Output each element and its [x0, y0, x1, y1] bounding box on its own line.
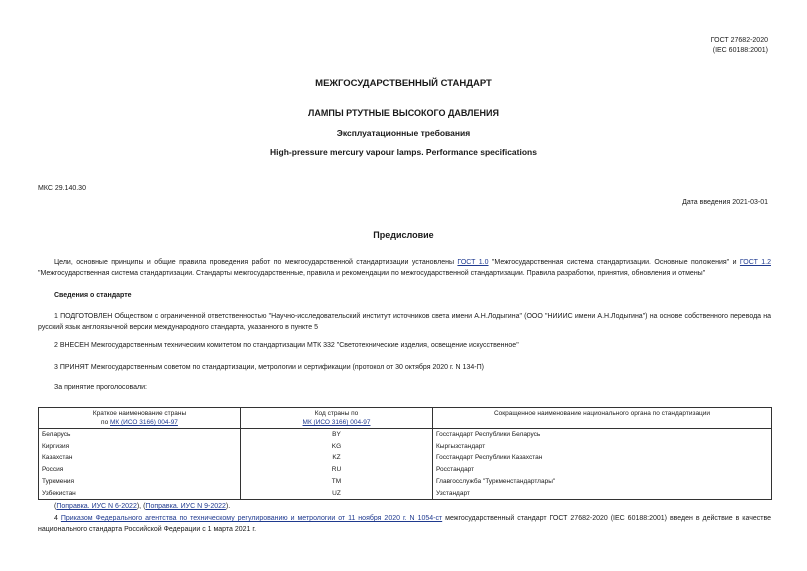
column-header-code: Код страны по МК (ИСО 3166) 004-97 — [241, 408, 433, 429]
table-row — [39, 476, 772, 488]
standards-body: Узстандарт — [433, 488, 772, 500]
effective-date: Дата введения 2021-03-01 — [682, 199, 768, 206]
standard-type: МЕЖГОСУДАРСТВЕННЫЙ СТАНДАРТ — [315, 78, 492, 89]
country-code: KG — [241, 441, 433, 453]
standard-subtitle: Эксплуатационные требования — [336, 128, 471, 138]
country-code: UZ — [241, 488, 433, 500]
standards-body: Кыргызстандарт — [433, 441, 772, 453]
item-2-submitted: 2 ВНЕСЕН Межгосударственным техническим комитетом по стандартизации МТК 332 "Светотехнические изделия, освещение искусственное" — [54, 342, 519, 349]
voting-table — [38, 407, 772, 500]
country-name: Россия — [39, 464, 241, 476]
doc-number: ГОСТ 27682-2020 — [710, 37, 768, 44]
amendment-6-2022-link[interactable]: Поправка. ИУС N 6-2022 — [56, 503, 137, 510]
table-row — [39, 488, 772, 500]
mks-code: МКС 29.140.30 — [38, 185, 86, 192]
country-name: Казахстан — [39, 452, 241, 464]
mk-iso-3166-link[interactable]: МК (ИСО 3166) 004-97 — [302, 419, 371, 426]
gost-1-2-link[interactable]: ГОСТ 1.2 — [739, 259, 771, 266]
country-name: Киргизия — [39, 441, 241, 453]
country-code: RU — [241, 464, 433, 476]
country-name: Узбекистан — [39, 488, 241, 500]
standards-body: Росстандарт — [433, 464, 772, 476]
foreword-paragraph — [38, 258, 771, 279]
standards-body: Главгосслужба "Туркменстандартлары" — [433, 476, 772, 488]
table-row — [39, 452, 772, 464]
column-header-country: Краткое наименование страны по МК (ИСО 3166) 004-97 — [39, 408, 241, 429]
voted-label: За принятие проголосовали: — [54, 384, 147, 391]
mk-iso-3166-link[interactable]: МК (ИСО 3166) 004-97 — [110, 419, 178, 426]
foreword-heading: Предисловие — [373, 230, 434, 240]
standard-title: ЛАМПЫ РТУТНЫЕ ВЫСОКОГО ДАВЛЕНИЯ — [308, 108, 499, 118]
amendment-9-2022-link[interactable]: Поправка. ИУС N 9-2022 — [145, 503, 226, 510]
table-row — [39, 429, 772, 441]
standards-body: Госстандарт Республики Казахстан — [433, 452, 772, 464]
table-row — [39, 441, 772, 453]
standard-english-title: High-pressure mercury vapour lamps. Performance specifications — [270, 147, 537, 157]
gost-1-0-link[interactable]: ГОСТ 1.0 — [457, 259, 489, 266]
item-1-prepared: 1 ПОДГОТОВЛЕН Обществом с ограниченной ответственностью "Научно-исследовательский институт источников света имени А.Н.Лодыгина" (ООО "НИИИС имени А.Н.Лодыгина") на основе собственного перевода на русский язык англоязычной версии международного стандарта, указанного в пункте 5 — [38, 313, 771, 331]
table-header-row — [39, 408, 772, 429]
column-header-body: Сокращенное наименование национального органа по стандартизации — [433, 408, 772, 429]
country-name: Беларусь — [39, 429, 241, 441]
country-name: Туркмения — [39, 476, 241, 488]
item-3-adopted: 3 ПРИНЯТ Межгосударственным советом по стандартизации, метрологии и сертификации (протокол от 30 октября 2020 г. N 134-П) — [54, 364, 484, 371]
country-code: KZ — [241, 452, 433, 464]
standard-info-heading: Сведения о стандарте — [54, 292, 132, 299]
amendments-line: (Поправка. ИУС N 6-2022), (Поправка. ИУС N 9-2022). — [54, 503, 231, 510]
rosstandart-order-link[interactable]: Приказом Федерального агентства по техническому регулированию и метрологии от 11 ноября 2020 г. N 1054-ст — [60, 515, 443, 522]
document-header — [711, 36, 768, 56]
item-4-enacted: 4 Приказом Федерального агентства по техническому регулированию и метрологии от 11 ноября 2020 г. N 1054-ст межгосударственный стандарт ГОСТ 27682-2020 (IEC 60188:2001) введен в действие в качестве национального стандарта Российской Федерации с 1 марта 2021 г. — [38, 515, 772, 533]
table-row — [39, 464, 772, 476]
foreword-text-mid: "Межгосударственная система стандартизации. Основные положения" и — [488, 259, 740, 266]
foreword-text-start: Цели, основные принципы и общие правила проведения работ по межгосударственной стандартизации установлены — [54, 259, 458, 266]
standards-body: Госстандарт Республики Беларусь — [433, 429, 772, 441]
iec-number: (IEC 60188:2001) — [712, 47, 768, 54]
country-code: TM — [241, 476, 433, 488]
country-code: BY — [241, 429, 433, 441]
foreword-text-end: "Межгосударственная система стандартизации. Стандарты межгосударственные, правила и рекомендации по межгосударственной стандартизации. Правила разработки, принятия, обновления и отмены" — [38, 269, 706, 277]
